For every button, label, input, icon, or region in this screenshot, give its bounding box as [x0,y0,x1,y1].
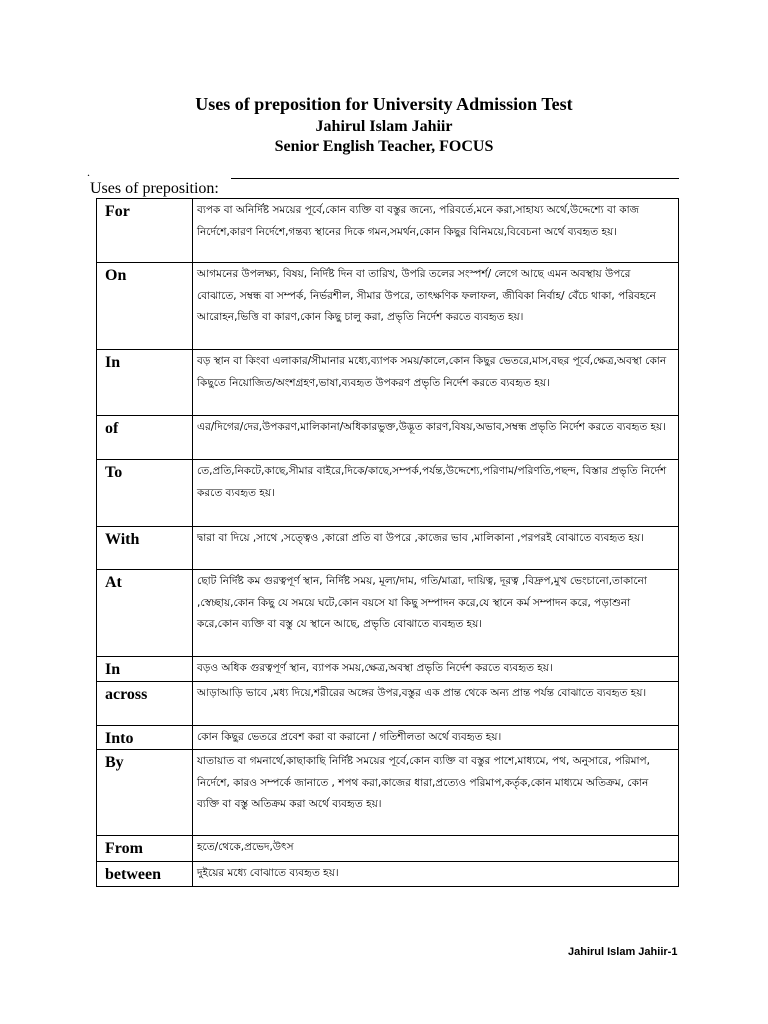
preposition-meaning: কোন কিছুর ভেতরে প্রবেশ করা বা করানো / গতিশীলতা অর্থে ব্যবহৃত হয়। [193,726,679,750]
table-row [97,836,679,862]
caption-rule [231,178,679,179]
preposition-word: On [97,263,193,350]
table-row [97,750,679,836]
preposition-word: between [97,862,193,887]
table-row [97,460,679,527]
preposition-meaning: এর/দিগের/দের,উপকরণ,মালিকানা/অধিকারভুক্ত,উদ্ভূত কারণ,বিষয়,অভাব,সম্বন্ধ প্রভৃতি নির্দেশ করতে ব্যবহৃত হয়। [193,416,679,460]
preposition-word: By [97,750,193,836]
preposition-word: For [97,199,193,263]
preposition-word: of [97,416,193,460]
preposition-meaning: বড়ও অধিক গুরত্বপূর্ণ স্থান, ব্যাপক সময়,ক্ষেত্র,অবস্থা প্রভৃতি নির্দেশ করতে ব্যবহৃত হয়। [193,657,679,682]
preposition-word: across [97,682,193,726]
table-row [97,657,679,682]
preposition-table [96,198,679,887]
preposition-word: To [97,460,193,527]
table-row [97,263,679,350]
preposition-meaning: দুইয়ের মধ্যে বোঝাতে ব্যবহৃত হয়। [193,862,679,887]
preposition-word: In [97,657,193,682]
preposition-word: Into [97,726,193,750]
preposition-meaning: আগমনের উপলক্ষ্য, বিষয়, নির্দিষ্ট দিন বা তারিখ, উপরি তলের সংস্পর্শ/ লেগে আছে এমন অবস্থায় উপরে বোঝাতে, সম্বন্ধ বা সম্পর্ক, নির্ভরশীল, সীমার উপরে, তাৎক্ষণিক ফলাফল, জীবিকা নির্বাহ/ বেঁচে থাকা, পরিবহনে আরোহন,ভিত্তি বা কারণ,কোন কিছু চালু করা, প্রভৃতি নির্দেশ করতে ব্যবহৃত হয়। [193,263,679,350]
stray-dot: . [87,165,90,179]
page-footer: Jahirul Islam Jahiir-1 [568,946,678,958]
document-title: Uses of preposition for University Admission Test [195,94,573,114]
table-row [97,350,679,416]
preposition-meaning: ছোট নির্দিষ্ট কম গুরত্বপূর্ণ স্থান, নির্দিষ্ট সময়, মূল্য/দাম, গতি/মাত্রা, দায়িত্ব, দূরত্ব ,বিদ্রুপ,মুখ ভেংচানো,তাকানো ,স্বেচ্ছায়,কোন কিছু যে সময়ে ঘটে,কোন বয়সে যা কিছু সম্পাদন করে,যে স্থানে কর্ম সম্পাদন করে, পড়াশুনা করে,কোন ব্যক্তি বা বস্তু যে স্থানে আছে, প্রভৃতি বোঝাতে ব্যবহৃত হয়। [193,570,679,657]
table-row [97,199,679,263]
preposition-meaning: তে,প্রতি,নিকটে,কাছে,সীমার বাইরে,দিকে/কাছে,সম্পর্ক,পর্যন্ত,উদ্দেশ্যে,পরিণাম/পরিণতি,পছন্দ, বিস্তার প্রভৃতি নির্দেশ করতে ব্যবহৃত হয়। [193,460,679,527]
table-row [97,416,679,460]
table-caption: Uses of preposition: [90,180,219,197]
table-row [97,862,679,887]
preposition-meaning: যাতায়াত বা গমনার্থে,কাছাকাছি নির্দিষ্ট সময়ের পূর্বে,কোন ব্যক্তি বা বস্তুর পাশে,মাধ্যমে, পথ, অনুসারে, পরিমাপ, নির্দেশে, কারও সম্পর্কে জানাতে , শপথ করা,কাজের ধারা,প্রত্যেও পরিমাপ,কর্তৃক,কোন মাধ্যমে অতিক্রম, কোন ব্যক্তি বা বস্তু অতিক্রম করা অর্থে ব্যবহৃত হয়। [193,750,679,836]
preposition-meaning: ব্যপক বা অনির্দিষ্ট সময়ের পূর্বে,কোন ব্যক্তি বা বস্তুর জন্যে, পরিবর্তে,মনে করা,সাহায্য অর্থে,উদ্দেশ্যে বা কাজ নির্দেশে,কারণ নির্দেশে,গন্তব্য স্থানের দিকে গমন,সমর্থন,কোন কিছুর বিনিময়ে,বিবেচনা অর্থে ব্যবহৃত হয়। [193,199,679,263]
table-row [97,570,679,657]
author-role: Senior English Teacher, FOCUS [274,138,494,155]
table-row [97,726,679,750]
table-row [97,527,679,570]
preposition-word: In [97,350,193,416]
preposition-meaning: দ্বারা বা দিয়ে ,সাথে ,সত্ত্বেও ,কারো প্রতি বা উপরে ,কাজের ভাব ,মালিকানা ,পরপরই বোঝাতে ব্যবহৃত হয়। [193,527,679,570]
author-name: Jahirul Islam Jahiir [315,118,453,135]
preposition-word: From [97,836,193,862]
preposition-meaning: বড় স্থান বা কিংবা এলাকার/সীমানার মধ্যে,ব্যাপক সময়/কালে,কোন কিছুর ভেতরে,মাস,বছর পূর্বে,ক্ষেত্র,অবস্থা কোন কিছুতে নিয়োজিত/অংশগ্রহণ,ভাষা,ব্যবহৃত উপকরণ প্রভৃতি নির্দেশ করতে ব্যবহৃত হয়। [193,350,679,416]
preposition-word: With [97,527,193,570]
preposition-meaning: হতে/থেকে,প্রভেদ,উৎস [193,836,679,862]
preposition-meaning: আড়াআড়ি ভাবে ,মধ্য দিয়ে,শরীরের অঙ্গের উপর,বস্তুর এক প্রান্ত থেকে অন্য প্রান্ত পর্যন্ত বোঝাতে ব্যবহৃত হয়। [193,682,679,726]
table-row [97,682,679,726]
preposition-word: At [97,570,193,657]
